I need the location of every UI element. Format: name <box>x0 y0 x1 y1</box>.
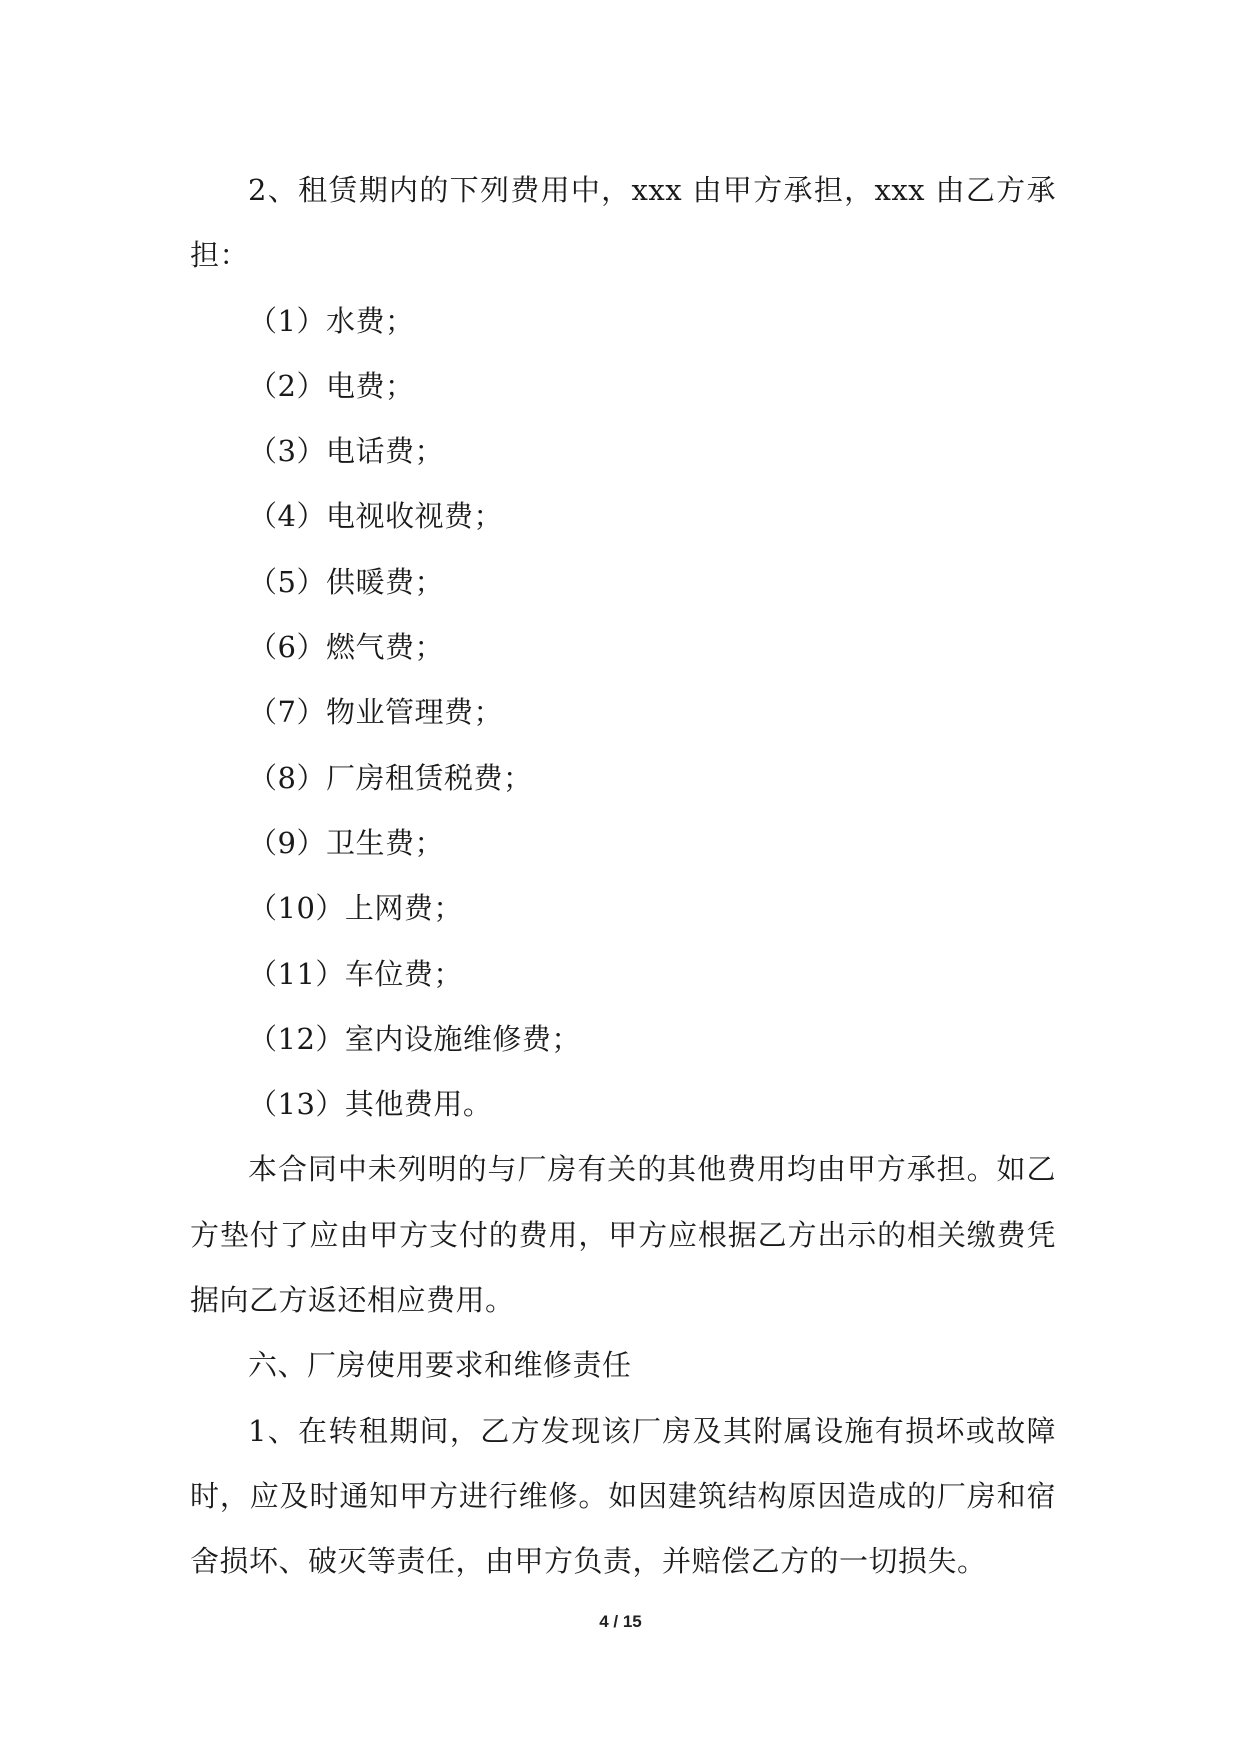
fee-item: （6）燃气费； <box>248 630 444 665</box>
page-number: 4 / 15 <box>599 1612 642 1631</box>
fee-item: （12）室内设施维修费； <box>248 1021 581 1056</box>
clause-2-paragraph: 2、租赁期内的下列费用中，xxx 由甲方承担，xxx 由乙方承担： <box>190 173 1056 273</box>
fee-item: （9）卫生费； <box>248 825 444 860</box>
document-body <box>190 158 1056 1595</box>
section-heading: 六、厂房使用要求和维修责任 <box>248 1348 632 1383</box>
fee-item: （4）电视收视费； <box>248 499 503 534</box>
fee-item: （5）供暖费； <box>248 564 444 599</box>
fee-item: （7）物业管理费； <box>248 695 503 730</box>
fee-item: （2）电费； <box>248 368 415 403</box>
other-fees-paragraph: 本合同中未列明的与厂房有关的其他费用均由甲方承担。如乙方垫付了应由甲方支付的费用，甲方应根据乙方出示的相关缴费凭据向乙方返还相应费用。 <box>190 1152 1056 1318</box>
fee-item: （1）水费； <box>248 303 415 338</box>
fee-item: （8）厂房租赁税费； <box>248 760 533 795</box>
fee-item: （13）其他费用。 <box>248 1087 493 1122</box>
repair-paragraph: 1、在转租期间，乙方发现该厂房及其附属设施有损坏或故障时，应及时通知甲方进行维修。如因建筑结构原因造成的厂房和宿舍损坏、破灭等责任，由甲方负责，并赔偿乙方的一切损失。 <box>190 1413 1056 1579</box>
fee-item: （3）电话费； <box>248 434 444 469</box>
fee-item: （11）车位费； <box>248 956 463 991</box>
fee-item: （10）上网费； <box>248 891 463 926</box>
fee-list <box>190 289 1056 1138</box>
